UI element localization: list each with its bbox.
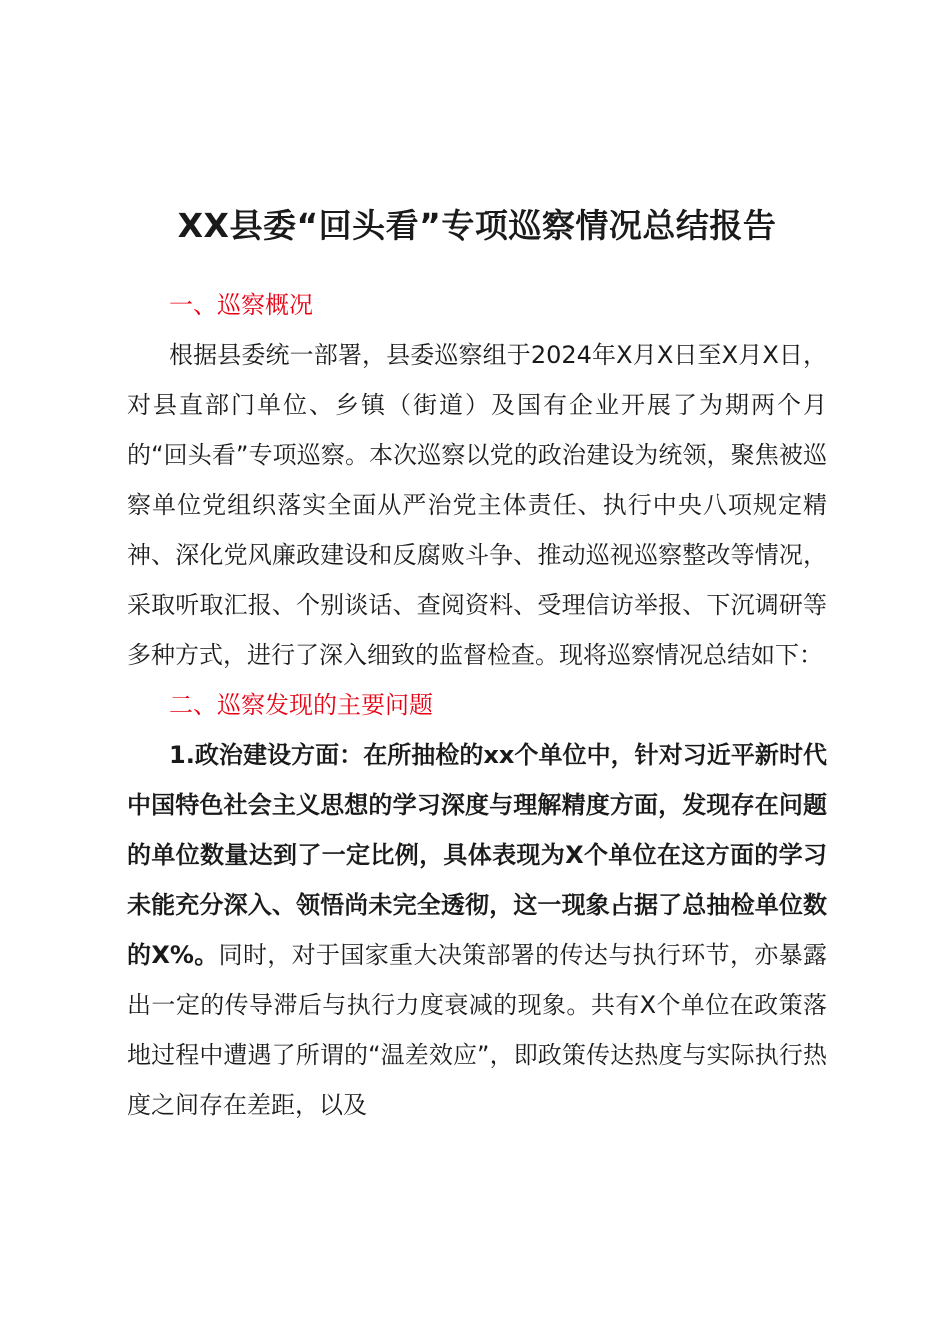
political-construction-bold-text: 1.政治建设方面：在所抽检的xx个单位中，针对习近平新时代中国特色社会主义思想的学习深度与理解精度方面，发现存在问题的单位数量达到了一定比例，具体表现为X个单位在这方面的学习未能充分深入、领悟尚未完全透彻，这一现象占据了总抽检单位数的X%。	[127, 741, 827, 969]
political-construction-normal-text: 同时，对于国家重大决策部署的传达与执行环节，亦暴露出一定的传导滞后与执行力度衰减的现象。共有X个单位在政策落地过程中遭遇了所谓的“温差效应”，即政策传达热度与实际执行热度之间存在差距，以及	[127, 941, 827, 1119]
political-construction-paragraph	[127, 730, 827, 1130]
document-page	[127, 200, 827, 1130]
section-heading-problems: 二、巡察发现的主要问题	[169, 691, 433, 719]
document-title: XX县委“回头看”专项巡察情况总结报告	[177, 206, 777, 245]
section-heading-overview: 一、巡察概况	[169, 291, 313, 319]
overview-paragraph: 根据县委统一部署，县委巡察组于2024年X月X日至X月X日，对县直部门单位、乡镇（街道）及国有企业开展了为期两个月的“回头看”专项巡察。本次巡察以党的政治建设为统领，聚焦被巡察单位党组织落实全面从严治党主体责任、执行中央八项规定精神、深化党风廉政建设和反腐败斗争、推动巡视巡察整改等情况，采取听取汇报、个别谈话、查阅资料、受理信访举报、下沉调研等多种方式，进行了深入细致的监督检查。现将巡察情况总结如下：	[127, 341, 827, 669]
